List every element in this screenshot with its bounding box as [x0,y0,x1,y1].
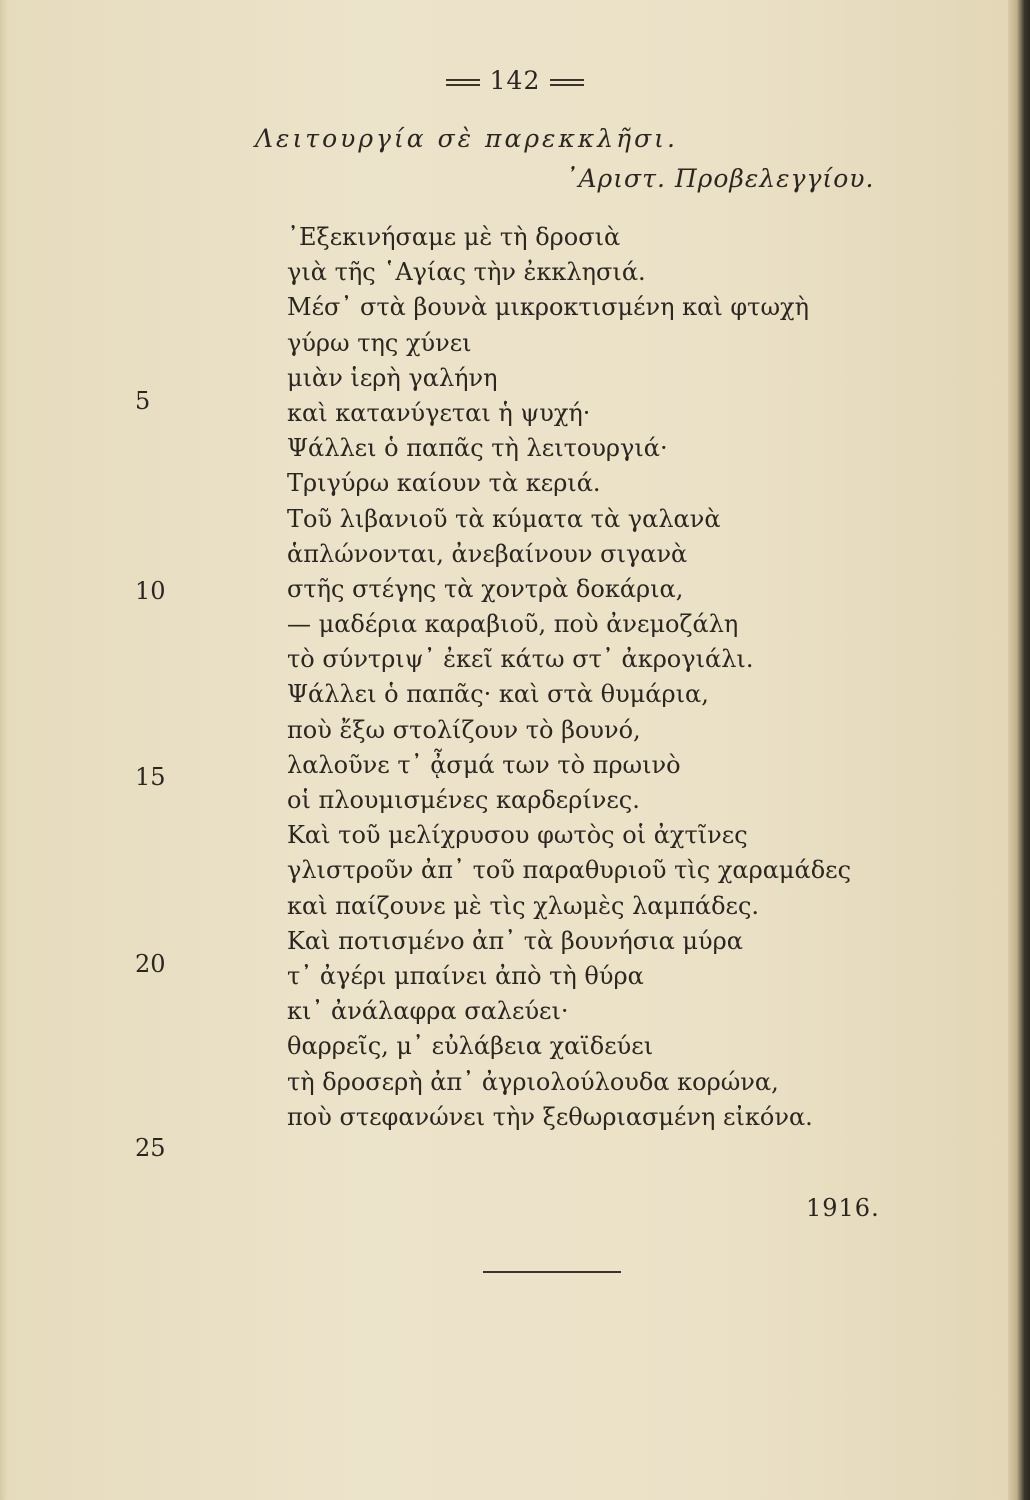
poem-line: ᾿Εξεκινήσαμε μὲ τὴ δροσιὰ [287,223,621,251]
page-number [0,66,1030,95]
poem-line: ποὺ στεφανώνει τὴν ξεθωριασμένη εἰκόνα. [287,1102,813,1131]
poem-line: Ψάλλει ὁ παπᾶς τὴ λειτουργιά· [287,434,668,463]
poem-line: τὴ δροσερὴ ἀπ᾿ ἀγριολούλουδα κορώνα, [287,1067,779,1096]
end-rule [483,1271,621,1273]
poem-date: 1916. [806,1194,880,1222]
page-number-rule-left [446,79,480,86]
poem-line: τ᾿ ἀγέρι μπαίνει ἀπὸ τὴ θύρα [287,961,644,990]
line-number-25: 25 [135,1134,166,1162]
poem-line: γλιστροῦν ἀπ᾿ τοῦ παραθυριοῦ τὶς χαραμάδες [287,856,852,885]
poem-line: Μέσ᾿ στὰ βουνὰ μικροκτισμένη καὶ φτωχὴ [287,293,809,322]
poem-line: ἁπλώνονται, ἀνεβαίνουν σιγανὰ [287,539,688,568]
line-number-15: 15 [135,763,166,791]
poem-line: κι᾿ ἀνάλαφρα σαλεύει· [287,997,569,1026]
poem-line: Τριγύρω καίουν τὰ κεριά. [287,469,601,498]
line-number-20: 20 [135,950,166,978]
poem-title: Λειτουργία σὲ παρεκκλῆσι. [255,124,678,153]
poem-line: καὶ παίζουνε μὲ τὶς χλωμὲς λαμπάδες. [287,891,760,920]
poem-line: γύρω της χύνει [287,328,472,357]
poem-line: καὶ κατανύγεται ἡ ψυχή· [287,398,591,427]
poem-line: Καὶ ποτισμένο ἀπ᾿ τὰ βουνήσια μύρα [287,926,743,955]
page-number-text: 142 [489,66,541,95]
page-binding-edge [1008,0,1030,1500]
poem-line: ποὺ ἔξω στολίζουν τὸ βουνό, [287,715,641,744]
line-number-10: 10 [135,577,166,605]
poem-author: ᾿Αριστ. Προβελεγγίου. [565,164,875,193]
poem-line: μιὰν ἱερὴ γαλήνη [287,363,498,392]
poem-line: — μαδέρια καραβιοῦ, ποὺ ἀνεμοζάλη [287,610,739,639]
page-left-edge [0,0,8,1500]
poem-line: Ψάλλει ὁ παπᾶς· καὶ στὰ θυμάρια, [287,680,709,709]
poem-line: θαρρεῖς, μ᾿ εὐλάβεια χαϊδεύει [287,1032,654,1061]
poem-lines [287,220,851,1135]
poem-line: στῆς στέγης τὰ χοντρὰ δοκάρια, [287,574,684,603]
poem-line: λαλοῦνε τ᾿ ᾆσμά των τὸ πρωινὸ [287,750,681,779]
poem-line: Τοῦ λιβανιοῦ τὰ κύματα τὰ γαλανὰ [287,504,721,533]
page-number-rule-right [550,79,584,86]
poem-line: γιὰ τῆς ῾Αγίας τὴν ἐκκλησιά. [287,258,646,287]
line-number-5: 5 [135,387,151,415]
poem-line: οἱ πλουμισμένες καρδερίνες. [287,786,640,814]
poem-line: Καὶ τοῦ μελίχρυσου φωτὸς οἱ ἀχτῖνες [287,821,748,850]
poem-line: τὸ σύντριψ᾿ ἐκεῖ κάτω στ᾿ ἀκρογιάλι. [287,645,754,674]
